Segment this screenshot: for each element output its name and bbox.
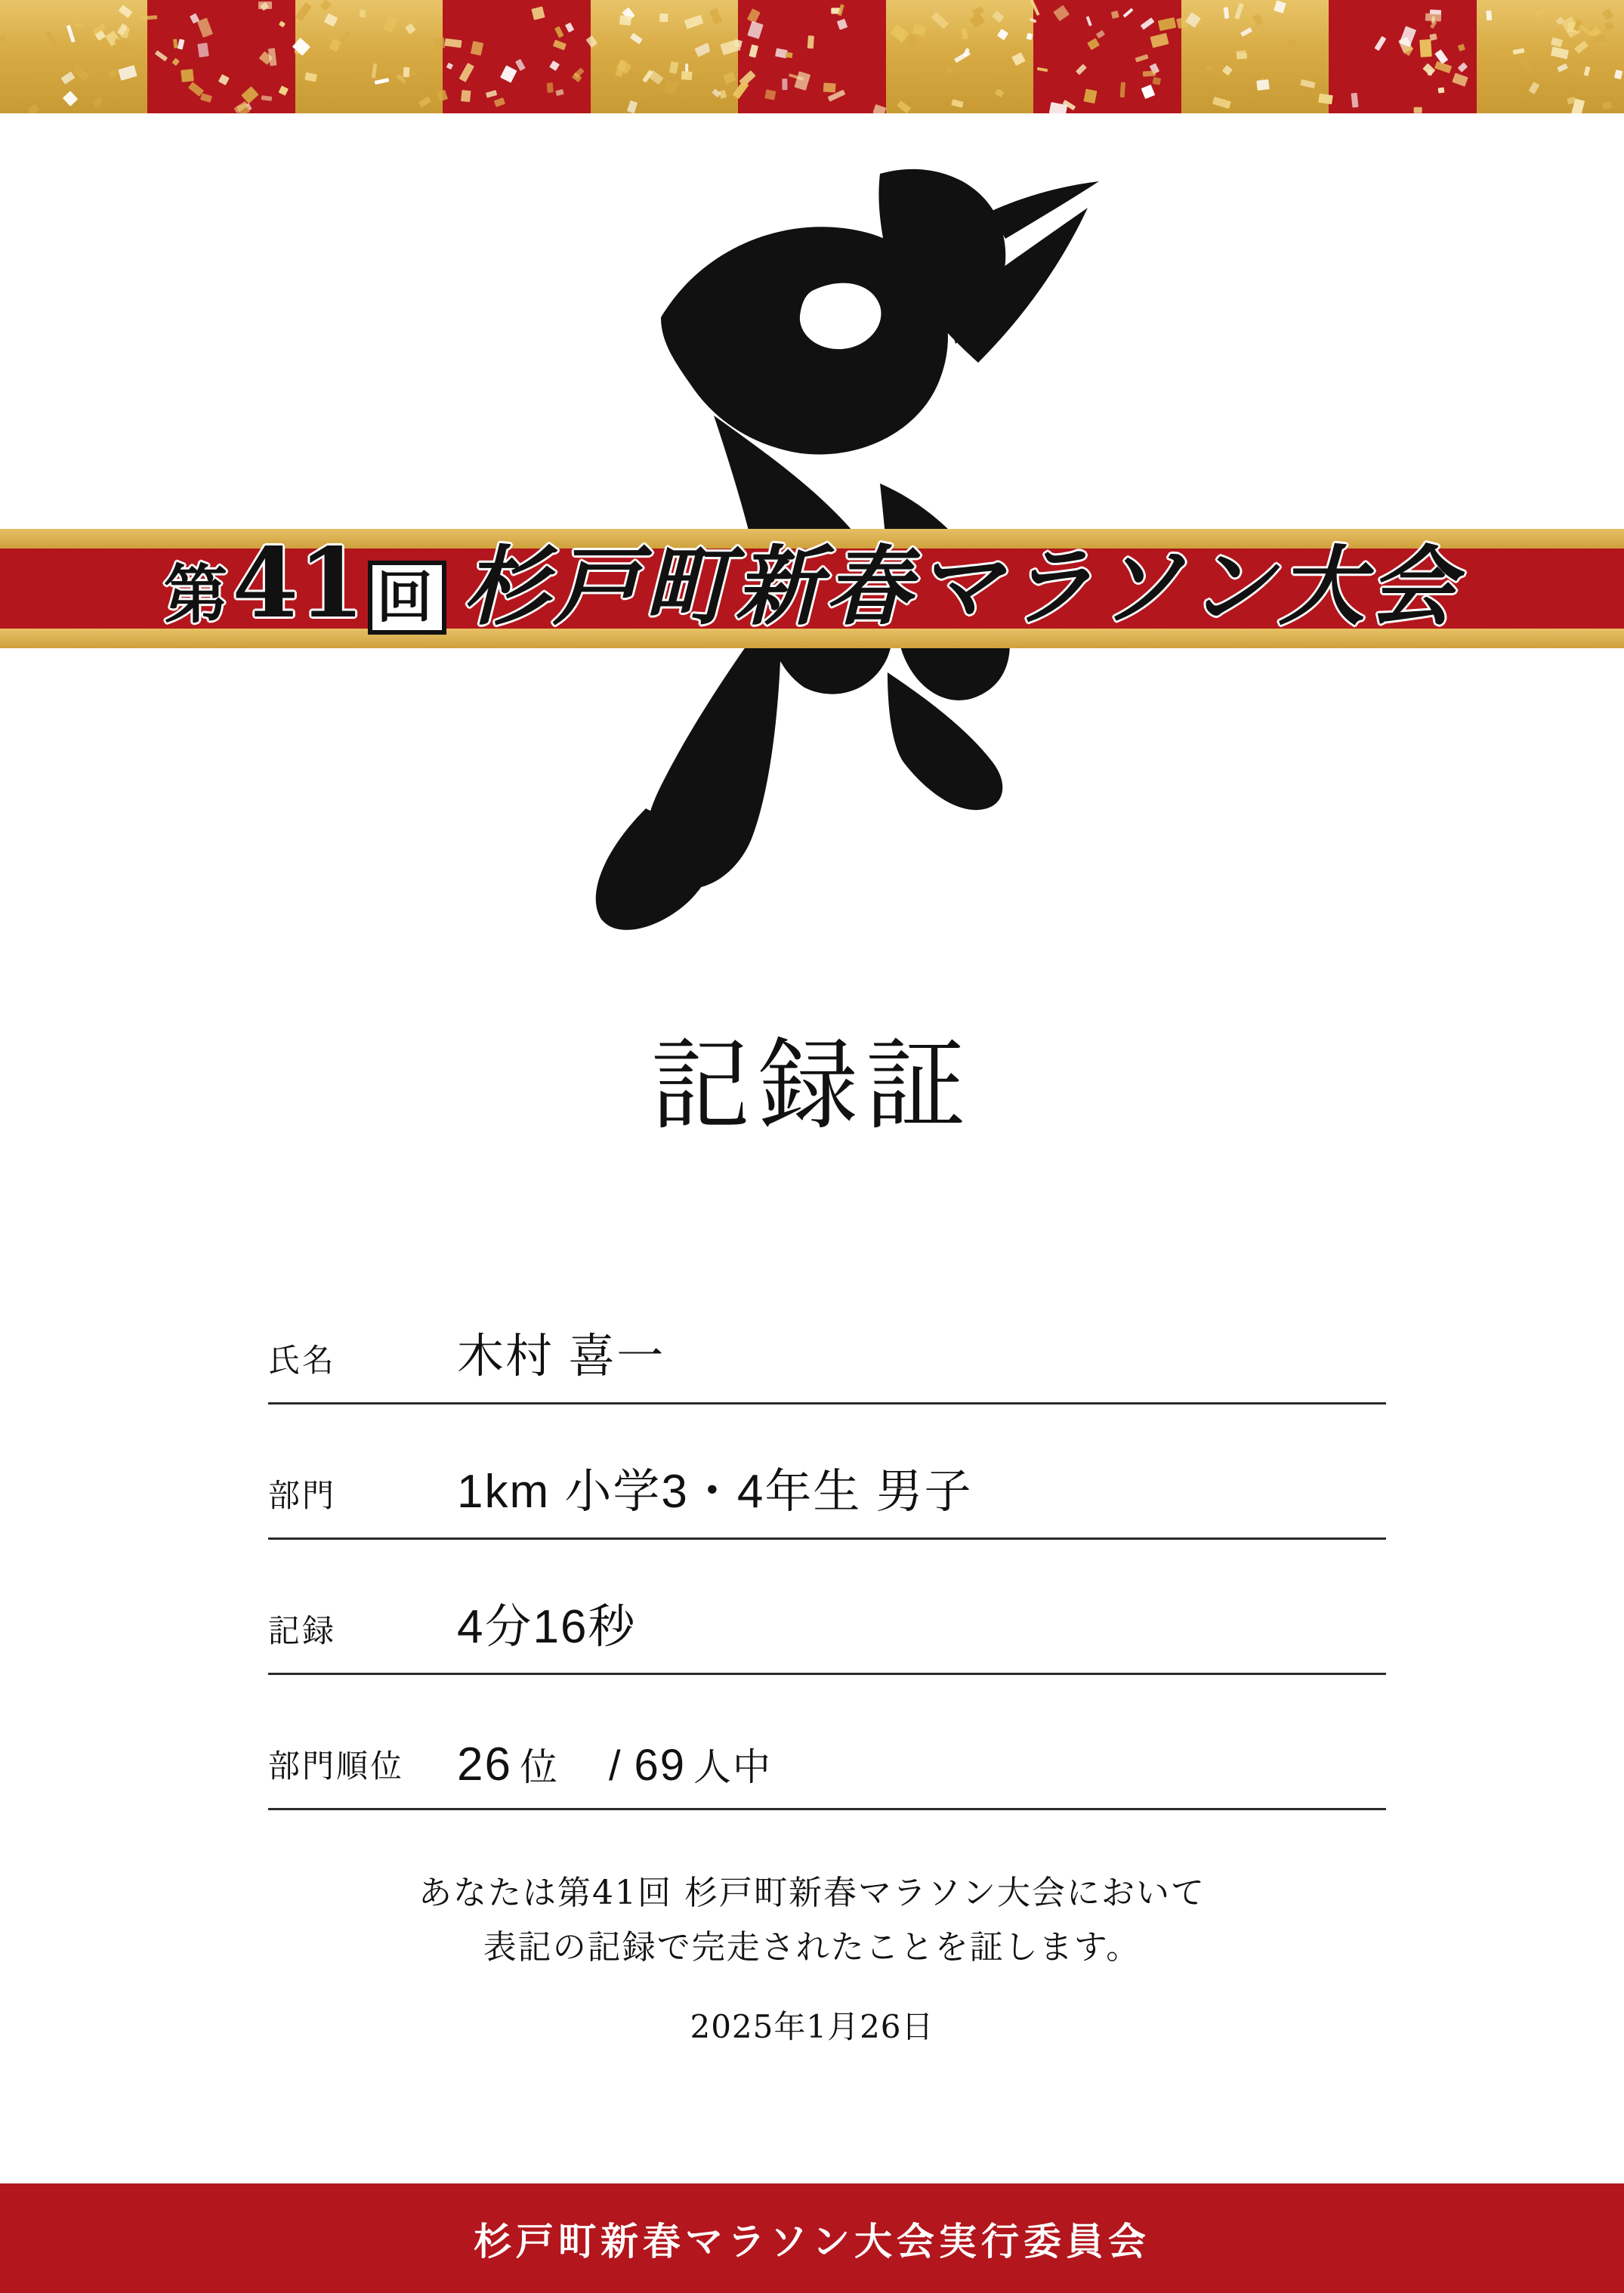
field-value-rank (457, 1737, 772, 1808)
rank-separator: / (608, 1741, 622, 1789)
rank-unit: 位 (519, 1746, 559, 1788)
field-row-rank (268, 1675, 1386, 1810)
banner-cell (1181, 0, 1329, 113)
banner-cell (0, 0, 147, 113)
footer-band (0, 2183, 1624, 2293)
banner-cell (1033, 0, 1181, 113)
rank-total-unit: 人中 (693, 1746, 773, 1788)
event-name: 杉戸町新春マラソン大会 (462, 536, 1460, 637)
field-label-name: 氏名 (268, 1342, 337, 1379)
field-label-category: 部門 (268, 1477, 337, 1514)
field-label-record: 記録 (268, 1612, 337, 1649)
title-prefix: 第 (164, 557, 233, 632)
field-row-name (268, 1269, 1386, 1405)
certificate-statement (0, 1866, 1624, 1975)
organizer-name: 杉戸町新春マラソン大会実行委員会 (474, 2218, 1150, 2264)
banner-cell (886, 0, 1033, 113)
banner-cell (147, 0, 295, 113)
banner-cell (443, 0, 590, 113)
certificate-date: 2025年1月26日 (690, 2008, 934, 2045)
field-value-record: 4分16秒 (457, 1601, 637, 1653)
edition-suffix: 回 (368, 561, 446, 635)
banner-cell (591, 0, 738, 113)
rank-number: 26 (457, 1738, 512, 1791)
title-ribbon (0, 521, 1624, 661)
field-value-name: 木村 喜一 (457, 1330, 665, 1383)
banner-cell (1477, 0, 1624, 113)
rank-total: 69 (634, 1741, 687, 1790)
statement-line-2: 表記の記録で完走されたことを証します。 (483, 1928, 1141, 1967)
banner-cell (738, 0, 885, 113)
event-title (0, 527, 1624, 646)
statement-line-1: あなたは第41回 杉戸町新春マラソン大会において (418, 1874, 1206, 1912)
certificate-fields (268, 1269, 1386, 1810)
field-label-rank: 部門順位 (268, 1748, 405, 1785)
field-row-record (268, 1540, 1386, 1675)
field-value-category: 1km 小学3・4年生 男子 (457, 1466, 973, 1518)
field-row-category (268, 1405, 1386, 1540)
banner-cell (295, 0, 443, 113)
banner-cell (1329, 0, 1476, 113)
edition-number: 41 (232, 527, 365, 639)
top-decorative-banner (0, 0, 1624, 113)
page-title: 記録証 (651, 1028, 973, 1144)
